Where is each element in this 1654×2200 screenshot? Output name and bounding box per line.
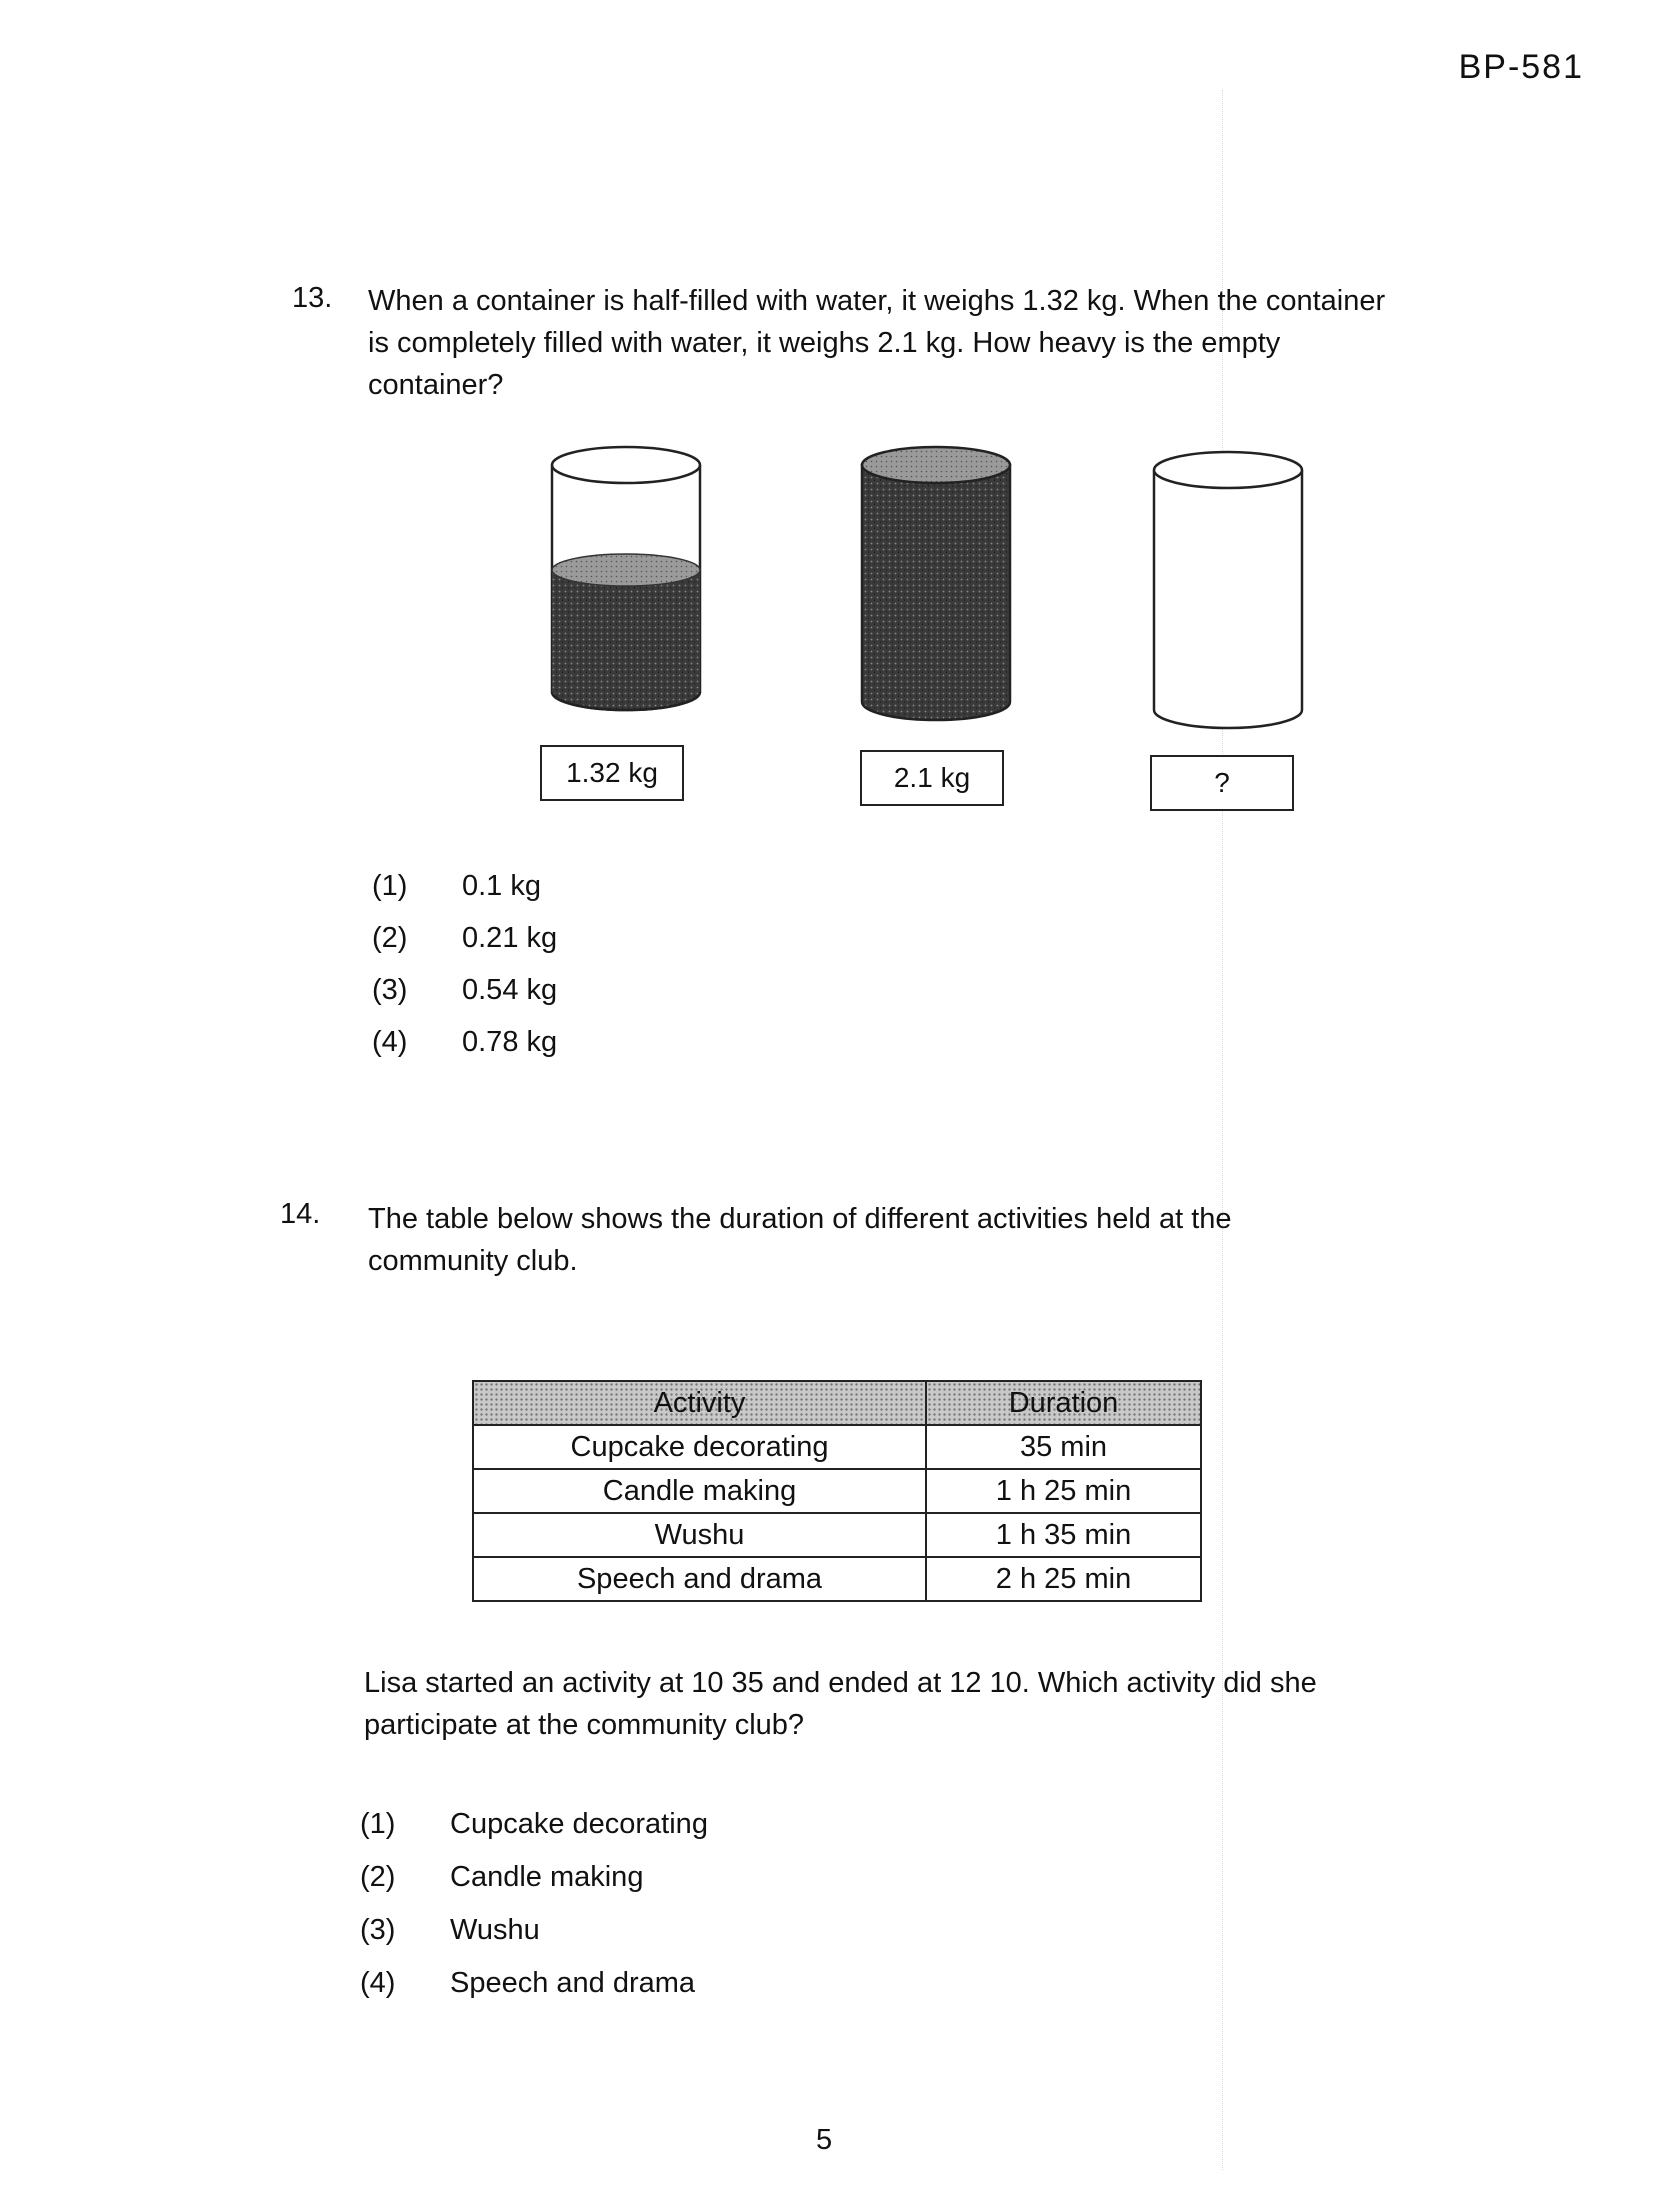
option-2[interactable]: (2) Candle making xyxy=(360,1861,644,1893)
table-row xyxy=(473,1557,1201,1601)
container-half-full xyxy=(552,447,700,710)
q14-intro xyxy=(368,1198,1368,1282)
paper-code: BP-581 xyxy=(1458,48,1584,86)
container-empty xyxy=(1154,452,1302,728)
option-2[interactable]: (2) 0.21 kg xyxy=(372,922,558,954)
option-3[interactable]: (3) Wushu xyxy=(360,1914,540,1946)
q13-text-line: is completely filled with water, it weighs 2.1 kg. How heavy is the empty xyxy=(368,327,1281,359)
containers-svg xyxy=(540,440,1340,740)
duration-cell: 35 min xyxy=(926,1425,1201,1469)
duration-cell: 2 h 25 min xyxy=(926,1557,1201,1601)
activity-table xyxy=(472,1380,1202,1602)
duration-cell: 1 h 35 min xyxy=(926,1513,1201,1557)
table-header-row xyxy=(473,1381,1201,1425)
option-4[interactable]: (4) Speech and drama xyxy=(360,1967,696,1999)
option-4[interactable]: (4) 0.78 kg xyxy=(372,1026,558,1058)
q13-text xyxy=(368,280,1408,406)
container-full xyxy=(862,447,1010,720)
container-label-half: 1.32 kg xyxy=(540,745,684,801)
table-row xyxy=(473,1513,1201,1557)
activity-cell: Candle making xyxy=(473,1469,926,1513)
q14-question-line: Lisa started an activity at 10 35 and ended at 12 10. Which activity did she xyxy=(364,1667,1317,1699)
q14-options xyxy=(360,1808,708,2020)
container-label-full: 2.1 kg xyxy=(860,750,1004,806)
q13-options xyxy=(372,870,557,1078)
activity-cell: Wushu xyxy=(473,1513,926,1557)
header-duration: Duration xyxy=(926,1381,1201,1425)
containers-figure xyxy=(540,440,1340,820)
q14-question xyxy=(364,1662,1424,1746)
header-activity: Activity xyxy=(473,1381,926,1425)
option-3[interactable]: (3) 0.54 kg xyxy=(372,974,558,1006)
option-1[interactable]: (1) 0.1 kg xyxy=(372,870,541,902)
page-number: 5 xyxy=(816,2124,833,2156)
q13-text-line: container? xyxy=(368,369,504,401)
q13-text-line: When a container is half-filled with water, it weighs 1.32 kg. When the container xyxy=(368,285,1386,317)
q13-number: 13. xyxy=(292,282,333,314)
activity-cell: Speech and drama xyxy=(473,1557,926,1601)
duration-cell: 1 h 25 min xyxy=(926,1469,1201,1513)
q14-intro-line: community club. xyxy=(368,1245,578,1277)
table-row xyxy=(473,1469,1201,1513)
table-row xyxy=(473,1425,1201,1469)
q14-number: 14. xyxy=(280,1198,321,1230)
container-label-empty: ? xyxy=(1150,755,1294,811)
option-1[interactable]: (1) Cupcake decorating xyxy=(360,1808,708,1840)
q14-question-line: participate at the community club? xyxy=(364,1709,805,1741)
q14-intro-line: The table below shows the duration of different activities held at the xyxy=(368,1203,1232,1235)
activity-cell: Cupcake decorating xyxy=(473,1425,926,1469)
